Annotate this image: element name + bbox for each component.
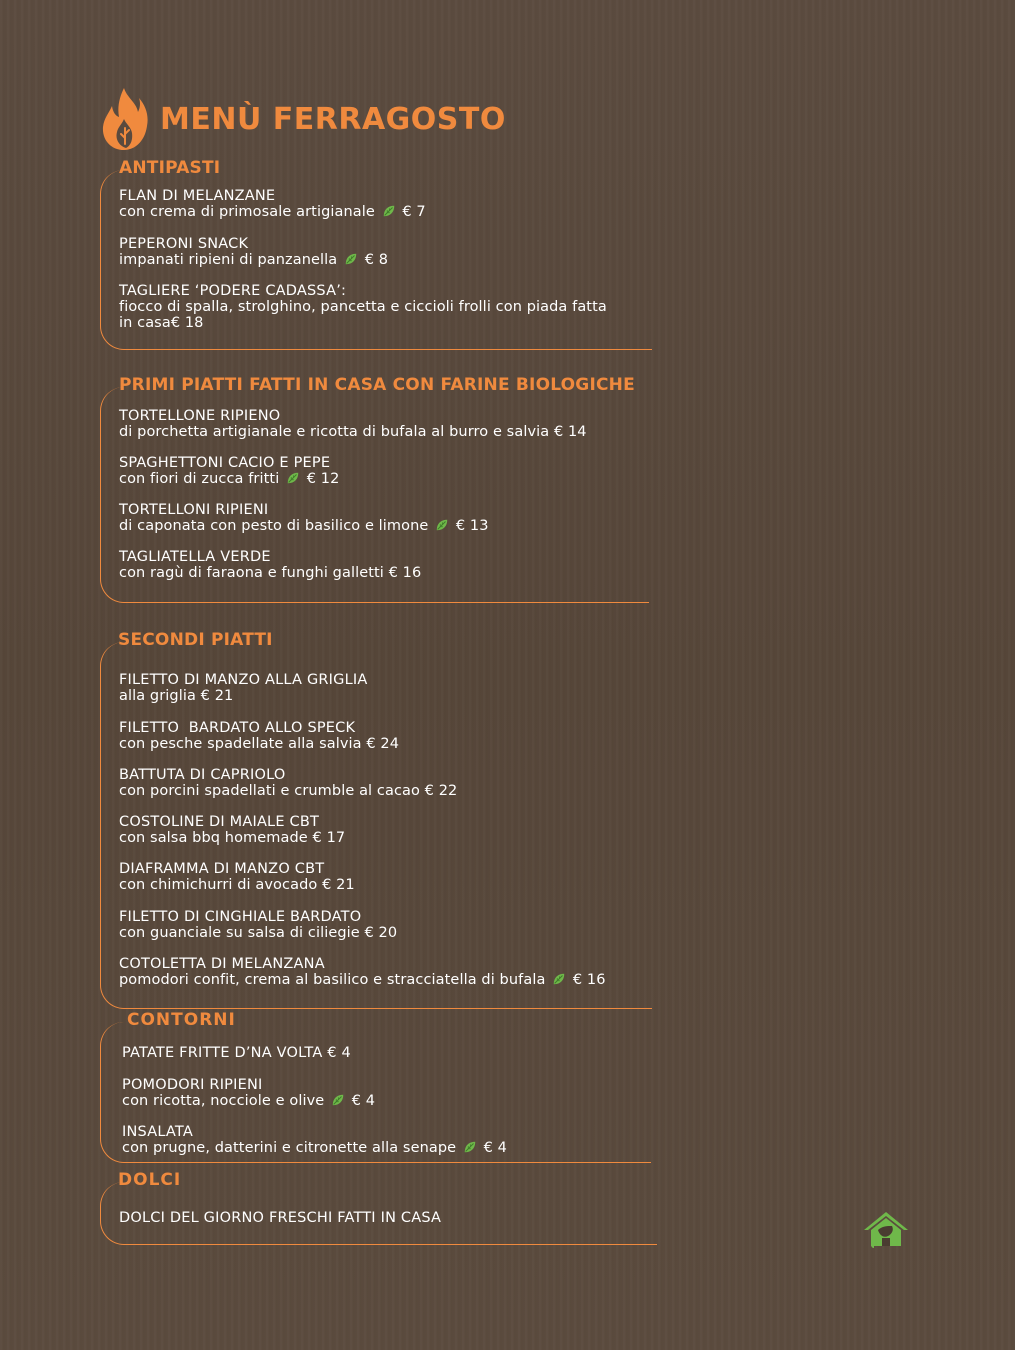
dish-desc: con porcini spadellati e crumble al cacao € 22 — [119, 783, 458, 799]
menu-item — [122, 1077, 375, 1109]
dish-desc: impanati ripieni di panzanella € 8 — [119, 252, 389, 268]
section-contorni — [100, 1010, 651, 1163]
dish-name: DOLCI DEL GIORNO FRESCHI FATTI IN CASA — [119, 1210, 442, 1226]
page-title: MENÙ FERRAGOSTO — [160, 101, 506, 137]
menu-item — [119, 549, 421, 581]
dish-price: € 7 — [402, 204, 426, 220]
dish-name: FILETTO BARDATO ALLO SPECK — [119, 720, 356, 736]
section-secondi — [100, 630, 652, 1009]
leaf-icon — [286, 471, 300, 485]
dish-desc: con salsa bbq homemade € 17 — [119, 830, 346, 846]
dish-desc: di caponata con pesto di basilico e limone € 13 — [119, 518, 489, 534]
dish-name: TORTELLONI RIPIENI — [119, 502, 269, 518]
dish-desc: con chimichurri di avocado € 21 — [119, 877, 355, 893]
dish-desc: con pesche spadellate alla salvia € 24 — [119, 736, 400, 752]
menu-item — [119, 720, 399, 752]
menu-item — [119, 502, 489, 534]
leaf-icon — [552, 972, 566, 986]
dish-name: FILETTO DI CINGHIALE BARDATO — [119, 909, 362, 925]
menu-item — [122, 1124, 507, 1156]
dish-name: SPAGHETTONI CACIO E PEPE — [119, 455, 331, 471]
section-title: SECONDI PIATTI — [118, 630, 273, 650]
leaf-icon — [331, 1093, 345, 1107]
section-title: ANTIPASTI — [119, 158, 221, 178]
house-icon — [862, 1208, 910, 1250]
flame-icon — [100, 86, 150, 152]
dish-price: € 13 — [455, 518, 489, 534]
dish-desc: con guanciale su salsa di ciliegie € 20 — [119, 925, 398, 941]
dish-name: COSTOLINE DI MAIALE CBT — [119, 814, 320, 830]
dish-desc: con prugne, datterini e citronette alla senape € 4 — [122, 1140, 507, 1156]
section-title: CONTORNI — [127, 1010, 236, 1030]
section-primi — [100, 375, 649, 603]
dish-desc: con ricotta, nocciole e olive € 4 — [122, 1093, 376, 1109]
section-title: PRIMI PIATTI FATTI IN CASA CON FARINE BIOLOGICHE — [119, 375, 635, 395]
dish-name: DIAFRAMMA DI MANZO CBT — [119, 861, 325, 877]
menu-item — [119, 188, 426, 220]
dish-name: FLAN DI MELANZANE — [119, 188, 276, 204]
dish-name: FILETTO DI MANZO ALLA GRIGLIA — [119, 672, 368, 688]
dish-desc-line2: in casa€ 18 — [119, 315, 204, 331]
menu-item — [119, 956, 606, 988]
dish-price: € 4 — [351, 1093, 376, 1109]
dish-name: PATATE FRITTE D’NA VOLTA € 4 — [122, 1045, 351, 1061]
dish-desc: alla griglia € 21 — [119, 688, 234, 704]
menu-item — [119, 909, 397, 941]
dish-name: BATTUTA DI CAPRIOLO — [119, 767, 286, 783]
dish-price: € 4 — [483, 1140, 507, 1156]
dish-name: POMODORI RIPIENI — [122, 1077, 263, 1093]
dish-desc: di porchetta artigianale e ricotta di bufala al burro e salvia € 14 — [119, 424, 587, 440]
dish-name: INSALATA — [122, 1124, 193, 1140]
section-dolci — [100, 1170, 657, 1245]
menu-item — [119, 408, 587, 440]
dish-name: TAGLIATELLA VERDE — [119, 549, 271, 565]
menu-item — [119, 767, 457, 799]
leaf-icon — [463, 1140, 477, 1154]
menu-item — [119, 672, 367, 704]
menu-item — [119, 455, 339, 487]
menu-item — [119, 1210, 441, 1226]
dish-desc: fiocco di spalla, strolghino, pancetta e ciccioli frolli con piada fatta — [119, 299, 607, 315]
dish-name: COTOLETTA DI MELANZANA — [119, 956, 325, 972]
menu-item — [119, 283, 607, 331]
dish-price: € 16 — [572, 972, 606, 988]
menu-item — [119, 861, 355, 893]
menu-item — [119, 236, 388, 268]
dish-desc: con ragù di faraona e funghi galletti € 16 — [119, 565, 422, 581]
leaf-icon — [344, 252, 358, 266]
menu-item — [119, 814, 345, 846]
dish-name: TORTELLONE RIPIENO — [119, 408, 281, 424]
menu-header — [100, 84, 506, 154]
dish-name: PEPERONI SNACK — [119, 236, 249, 252]
dish-name: TAGLIERE ‘PODERE CADASSA’: — [119, 283, 347, 299]
leaf-icon — [435, 518, 449, 532]
section-antipasti — [100, 158, 652, 350]
dish-price: € 8 — [364, 252, 389, 268]
dish-desc: con fiori di zucca fritti € 12 — [119, 471, 340, 487]
dish-desc: pomodori confit, crema al basilico e stracciatella di bufala € 16 — [119, 972, 606, 988]
menu-item — [122, 1045, 351, 1061]
dish-price: € 12 — [306, 471, 340, 487]
section-title: DOLCI — [118, 1170, 182, 1190]
leaf-icon — [382, 204, 396, 218]
dish-desc: con crema di primosale artigianale € 7 — [119, 204, 426, 220]
